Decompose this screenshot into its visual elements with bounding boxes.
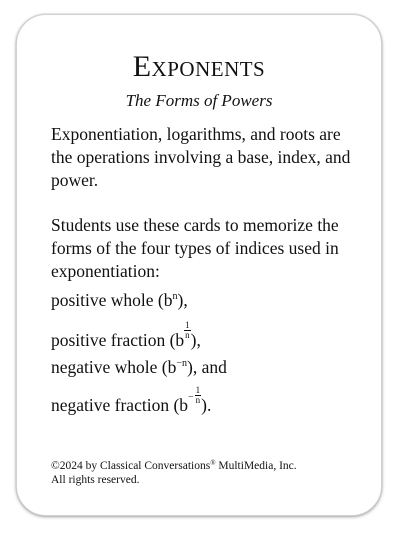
registered-mark: ® xyxy=(210,459,216,467)
copyright-footer xyxy=(51,459,371,487)
negative-sign: − xyxy=(188,392,194,403)
intro-paragraph: Exponentiation, logarithms, and roots are the operations involving a base, index, and power. xyxy=(51,124,351,190)
fraction-numerator: 1 xyxy=(195,385,201,395)
fraction-denominator: n xyxy=(185,330,190,340)
card-title: Exponents xyxy=(132,50,266,83)
usage-paragraph: Students use these cards to memorize the forms of the four types of indices used in exponentiation: xyxy=(51,215,339,281)
rights-reserved: All rights reserved. xyxy=(51,474,140,486)
index-type-label: positive whole ( xyxy=(51,290,164,310)
index-type-positive-fraction xyxy=(51,321,351,352)
index-type-suffix: ). xyxy=(201,395,212,415)
index-type-suffix: ), xyxy=(177,290,188,310)
card-subtitle: The Forms of Powers xyxy=(125,91,273,110)
index-type-label: negative whole ( xyxy=(51,357,168,377)
exponent: n xyxy=(172,291,178,302)
exponent: −n xyxy=(176,358,188,369)
index-type-label: positive fraction ( xyxy=(51,330,176,350)
index-type-negative-whole xyxy=(51,356,351,379)
base-symbol: b xyxy=(175,330,185,350)
copyright-company: MultiMedia, Inc. xyxy=(215,460,297,472)
index-type-negative-fraction xyxy=(51,386,351,417)
index-type-positive-whole xyxy=(51,289,351,312)
fraction-denominator: n xyxy=(195,395,201,405)
base-symbol: b xyxy=(179,395,189,415)
index-type-suffix: ), xyxy=(190,330,201,350)
base-symbol: b xyxy=(167,357,177,377)
index-type-suffix: ), and xyxy=(187,357,227,377)
copyright-text: ©2024 by Classical Conversations xyxy=(51,460,211,472)
index-type-label: negative fraction ( xyxy=(51,395,180,415)
fraction-numerator: 1 xyxy=(185,320,190,330)
base-symbol: b xyxy=(163,290,173,310)
flash-card xyxy=(16,14,382,516)
copyright-line xyxy=(51,459,371,473)
